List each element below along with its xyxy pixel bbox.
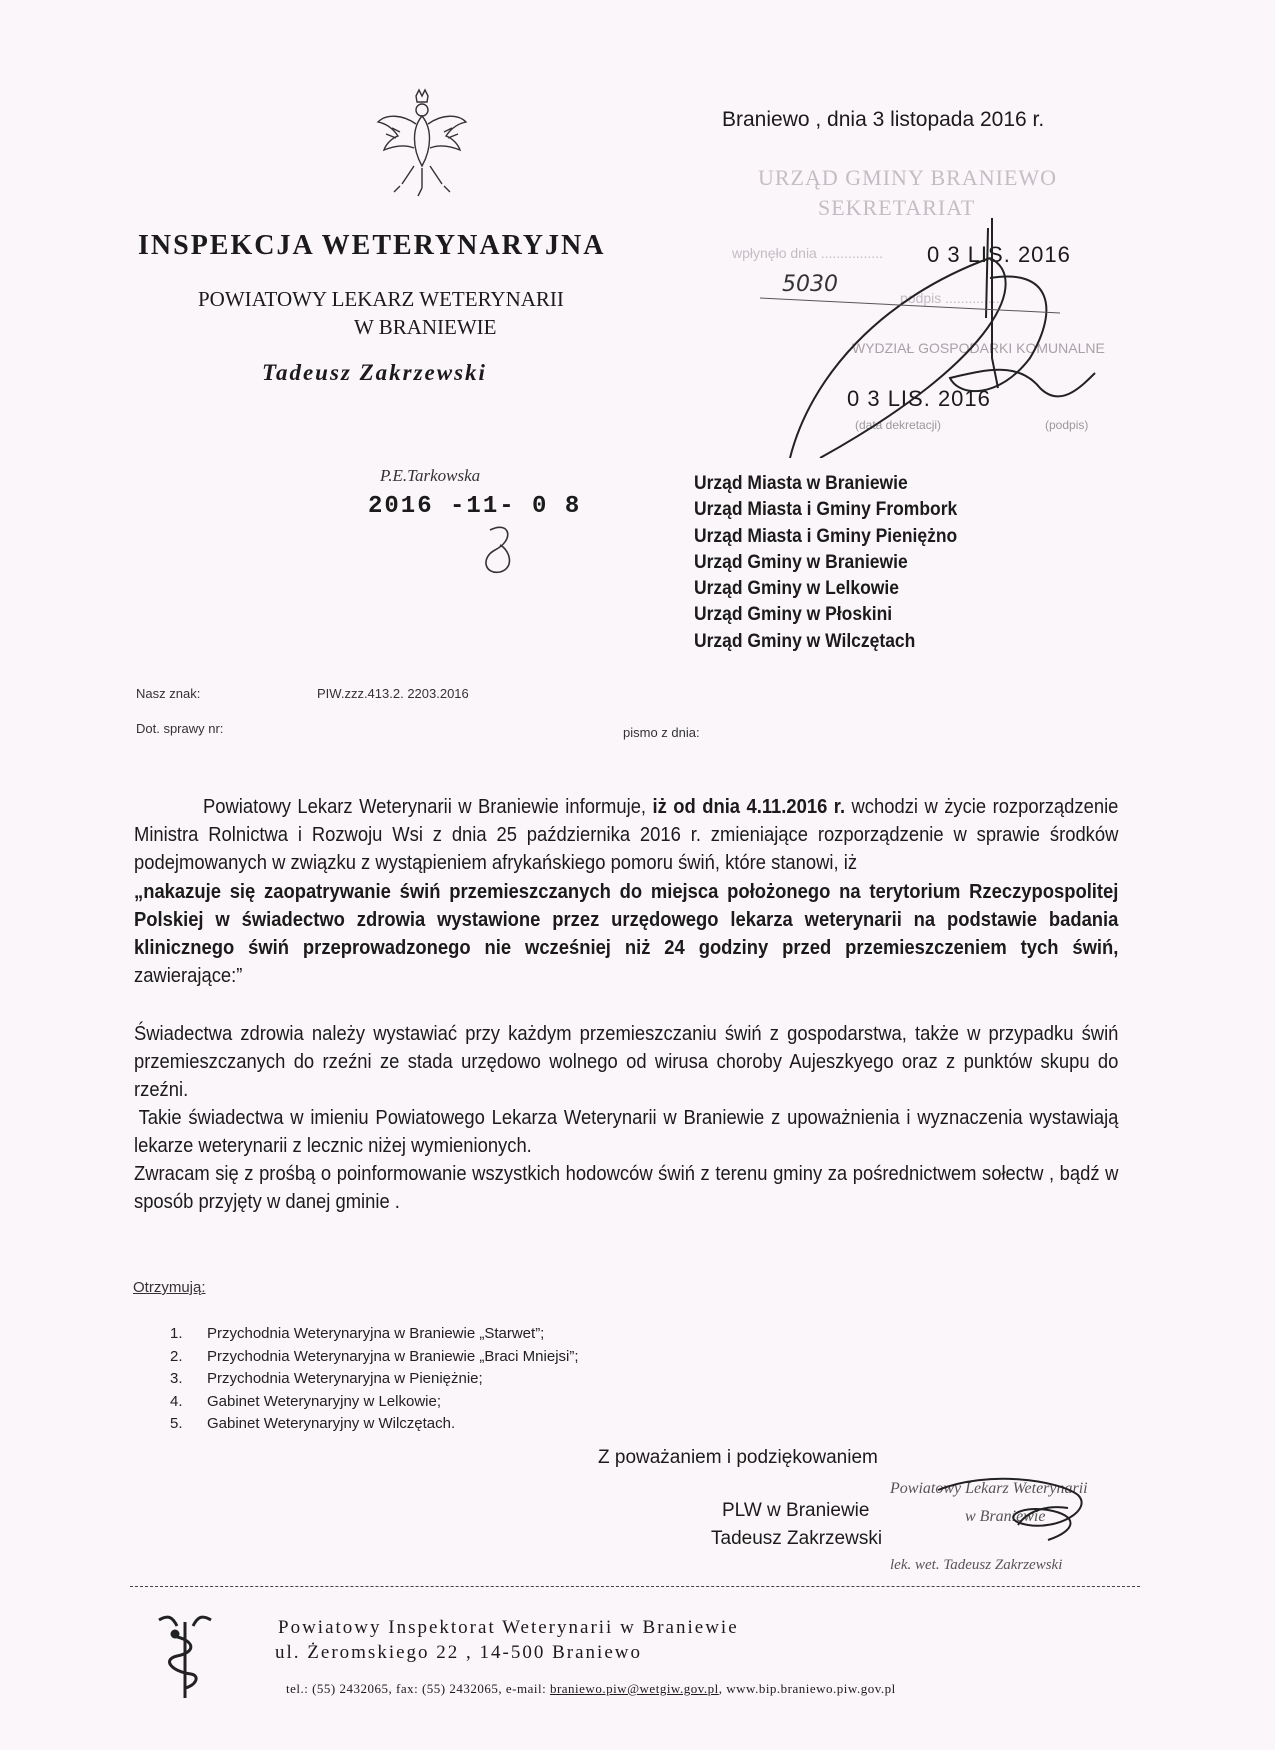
- footer-phone-fax: tel.: (55) 2432065, fax: (55) 2432065, e-mail:: [286, 1681, 550, 1696]
- office-name-line1: POWIATOWY LEKARZ WETERYNARII: [198, 287, 564, 311]
- footer-organization: Powiatowy Inspektorat Weterynarii w Braniewie: [278, 1617, 739, 1638]
- footer-address: ul. Żeromskiego 22 , 14-500 Braniewo: [275, 1642, 642, 1663]
- handwritten-signature-icon: [878, 1470, 1178, 1590]
- our-reference-value: PIW.zzz.413.2. 2203.2016: [317, 686, 469, 701]
- copies-list-item: [170, 1391, 579, 1414]
- stamp-registration-number: 5030: [782, 272, 838, 297]
- signature-stamp-title: Powiatowy Lekarz Weterynarii: [890, 1480, 1088, 1497]
- initials-scribble-icon: [470, 520, 530, 580]
- handwritten-assignee-note: P.E.Tarkowska: [380, 466, 481, 485]
- body-text-span: wchodzi w życie rozporządzenie Ministra Rolnictwa i Rozwoju Wsi z dnia 25 października 2016 r. zmieniające rozporządzenie w sprawie środków podejmowanych w związku z wystąpieniem afrykańskiego pomoru świń, które stanowi, iż: [134, 796, 1119, 874]
- list-text: Gabinet Weterynaryjny w Wilczętach.: [207, 1415, 456, 1432]
- recipient-item: Urząd Gminy w Braniewie: [694, 551, 908, 573]
- copies-list-item: [170, 1368, 579, 1391]
- regulation-quote: [134, 878, 1118, 990]
- footer-website-link[interactable]: www.bip.braniewo.piw.gov.pl: [726, 1681, 896, 1696]
- list-number: 3.: [170, 1370, 183, 1387]
- footer-email-link[interactable]: braniewo.piw@wetgiw.gov.pl: [549, 1681, 719, 1696]
- recipient-item: Urząd Miasta i Gminy Pieniężno: [694, 525, 958, 547]
- body-text-span: Powiatowy Lekarz Weterynarii w Braniewie informuje,: [203, 796, 653, 818]
- recipient-item: Urząd Miasta i Gminy Frombork: [694, 499, 958, 521]
- office-name-line2: W BRANIEWIE: [354, 315, 497, 339]
- stamp-sign-label: podpis ..............: [900, 290, 1000, 306]
- place-and-date: Braniewo , dnia 3 listopada 2016 r.: [722, 108, 1045, 131]
- stamp-office-title: URZĄD GMINY BRANIEWO: [758, 165, 1058, 190]
- stamp-department: WYDZIAŁ GOSPODARKI KOMUNALNE: [852, 340, 1105, 356]
- copies-label: Otrzymują:: [133, 1279, 206, 1296]
- recipient-item: Urząd Gminy w Wilczętach: [694, 630, 916, 652]
- stamp-received-label: wpłynęło dnia ................: [732, 245, 883, 261]
- body-paragraph-certificates: Świadectwa zdrowia należy wystawiać przy każdym przemieszczaniu świń z gospodarstwa, także w przypadku świń przemieszczanych do rzeźni ze stada urzędowo wolnego od wirusa choroby Aujeszkyego oraz z punktów skupu do rzeźni.: [134, 1023, 1119, 1101]
- body-paragraph-intro: [134, 793, 1118, 877]
- copies-list: [170, 1323, 579, 1436]
- stamp-received-date: 0 3 LIS. 2016: [927, 242, 1071, 267]
- closing-signatory-name: Tadeusz Zakrzewski: [711, 1528, 883, 1549]
- handwritten-scribble-icon: [730, 158, 1100, 458]
- inbox-date-stamp: 2016 -11- 0 8: [368, 493, 582, 520]
- recipient-item: Urząd Gminy w Lelkowie: [694, 578, 899, 600]
- copies-list-item: [170, 1346, 579, 1369]
- caduceus-logo-icon: [155, 1612, 215, 1704]
- recipients-list: [694, 471, 980, 655]
- copies-list-item: [170, 1323, 579, 1346]
- closing-organization: PLW w Braniewie: [722, 1500, 870, 1521]
- list-text: Gabinet Weterynaryjny w Lelkowie;: [207, 1392, 441, 1410]
- body-paragraph-issuers: Takie świadectwa w imieniu Powiatowego Lekarza Weterynarii w Braniewie z upoważnienia i wyznaczenia wystawiają lekarze weterynarii z lecznic niżej wymienionych.: [134, 1107, 1119, 1157]
- copies-list-item: [170, 1413, 579, 1436]
- regulation-quote-tail: zawierające:”: [134, 965, 243, 987]
- footer-separator: ,: [718, 1681, 727, 1696]
- list-number: 2.: [170, 1347, 183, 1365]
- regulation-quote-bold: „nakazuje się zaopatrywanie świń przemieszczanych do miejsca położonego na terytorium Rzeczypospolitej Polskiej w świadectwo zdrowia wystawione przez urzędowego lekarza weterynarii na podstawie badania klinicznego świń przeprowadzonego nie wcześniej niż 24 godziny przed przemieszczeniem tych świń,: [134, 881, 1119, 959]
- list-number: 1.: [170, 1325, 183, 1342]
- letter-body: [134, 793, 1119, 1216]
- our-reference-label: Nasz znak:: [136, 686, 201, 701]
- recipient-item: Urząd Miasta w Braniewie: [694, 473, 908, 494]
- closing-salutation: Z poważaniem i podziękowaniem: [598, 1447, 878, 1468]
- recipient-item: Urząd Gminy w Płoskini: [694, 604, 893, 626]
- effective-date-emphasis: iż od dnia 4.11.2016 r.: [652, 796, 846, 818]
- list-number: 5.: [170, 1415, 183, 1432]
- eagle-emblem-icon: [372, 88, 472, 206]
- institution-title: INSPEKCJA WETERYNARYJNA: [138, 230, 606, 261]
- stamp-office-subtitle: SEKRETARIAT: [818, 195, 976, 220]
- case-number-label: Dot. sprawy nr:: [136, 721, 224, 736]
- signature-stamp-name: lek. wet. Tadeusz Zakrzewski: [890, 1557, 1063, 1573]
- stamp-department-date-label: (data dekretacji): [855, 418, 942, 432]
- list-text: Przychodnia Weterynaryjna w Braniewie „Braci Mniejsi”;: [207, 1347, 579, 1365]
- head-officer-name: Tadeusz Zakrzewski: [262, 360, 487, 385]
- list-number: 4.: [170, 1392, 183, 1410]
- body-paragraph-request: Zwracam się z prośbą o poinformowanie wszystkich hodowców świń z terenu gminy za pośrednictwem sołectw , bądź w sposób przyjęty w danej gminie .: [134, 1163, 1119, 1213]
- footer-divider: [130, 1586, 1140, 1587]
- signature-stamp-place: w Braniewie: [965, 1508, 1046, 1525]
- letter-date-label: pismo z dnia:: [623, 725, 700, 740]
- stamp-department-date: 0 3 LIS. 2016: [847, 386, 991, 411]
- footer-contact: [286, 1681, 896, 1697]
- list-text: Przychodnia Weterynaryjna w Braniewie „Starwet”;: [207, 1325, 545, 1342]
- list-text: Przychodnia Weterynaryjna w Pieniężnie;: [207, 1370, 483, 1387]
- stamp-department-sign-label: (podpis): [1045, 418, 1089, 432]
